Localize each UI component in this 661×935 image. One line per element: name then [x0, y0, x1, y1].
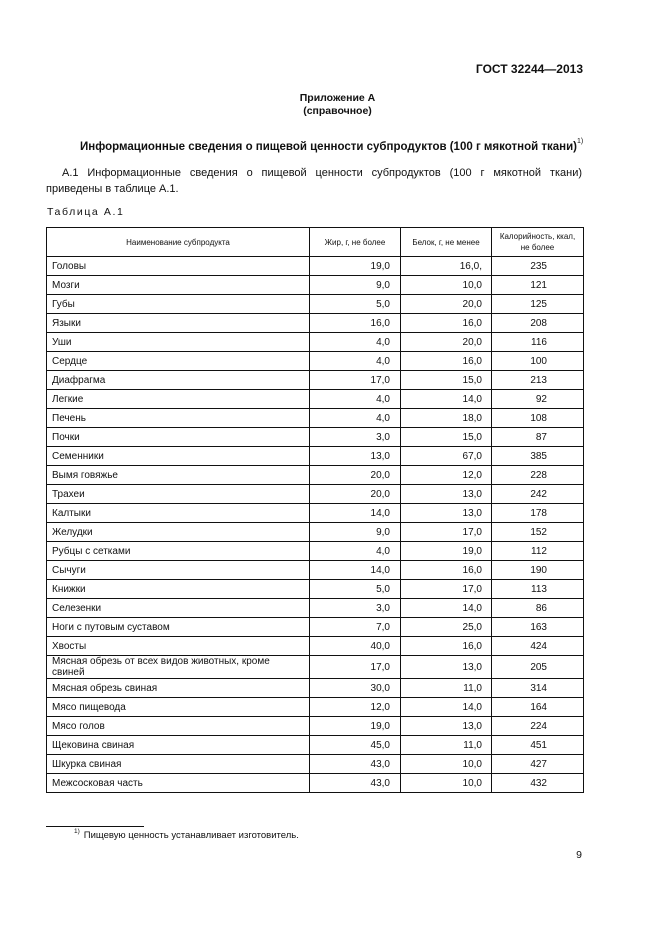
cell-protein: 13,0 — [401, 717, 492, 736]
cell-protein: 10,0 — [401, 276, 492, 295]
cell-calories: 125 — [492, 295, 584, 314]
table-row — [47, 485, 584, 504]
footnote-mark: 1) — [74, 828, 80, 835]
cell-calories: 427 — [492, 755, 584, 774]
cell-protein: 14,0 — [401, 599, 492, 618]
cell-name: Печень — [47, 409, 310, 428]
cell-fat: 45,0 — [310, 736, 401, 755]
cell-protein: 12,0 — [401, 466, 492, 485]
cell-calories: 224 — [492, 717, 584, 736]
cell-protein: 15,0 — [401, 428, 492, 447]
table-row — [47, 656, 584, 679]
cell-name: Головы — [47, 257, 310, 276]
cell-calories: 190 — [492, 561, 584, 580]
cell-calories: 163 — [492, 618, 584, 637]
cell-protein: 17,0 — [401, 523, 492, 542]
cell-protein: 15,0 — [401, 371, 492, 390]
cell-name: Трахеи — [47, 485, 310, 504]
cell-name: Вымя говяжье — [47, 466, 310, 485]
table-row — [47, 561, 584, 580]
cell-name: Сычуги — [47, 561, 310, 580]
cell-calories: 242 — [492, 485, 584, 504]
cell-name: Губы — [47, 295, 310, 314]
cell-fat: 14,0 — [310, 504, 401, 523]
cell-fat: 9,0 — [310, 276, 401, 295]
table-row — [47, 314, 584, 333]
cell-protein: 25,0 — [401, 618, 492, 637]
table-row — [47, 371, 584, 390]
table-row — [47, 352, 584, 371]
footnote — [74, 830, 299, 841]
cell-fat: 4,0 — [310, 409, 401, 428]
cell-fat: 4,0 — [310, 390, 401, 409]
heading-footnote-mark: 1) — [576, 138, 584, 145]
table-row — [47, 736, 584, 755]
cell-protein: 16,0 — [401, 561, 492, 580]
cell-calories: 87 — [492, 428, 584, 447]
cell-calories: 121 — [492, 276, 584, 295]
cell-fat: 5,0 — [310, 295, 401, 314]
cell-calories: 228 — [492, 466, 584, 485]
cell-protein: 16,0 — [401, 314, 492, 333]
cell-fat: 17,0 — [310, 371, 401, 390]
table-row — [47, 295, 584, 314]
cell-protein: 14,0 — [401, 698, 492, 717]
table-row — [47, 698, 584, 717]
table-row — [47, 599, 584, 618]
intro-paragraph: А.1 Информационные сведения о пищевой ценности субпродуктов (100 г мякотной ткани) приведены в таблице А.1. — [46, 167, 582, 195]
section-heading — [80, 138, 600, 153]
table-body — [47, 257, 584, 793]
table-row — [47, 679, 584, 698]
cell-name: Мясо пищевода — [47, 698, 310, 717]
cell-calories: 108 — [492, 409, 584, 428]
header-name: Наименование субпродукта — [47, 228, 310, 257]
cell-protein: 18,0 — [401, 409, 492, 428]
section-heading-text: Информационные сведения о пищевой ценности субпродуктов (100 г мякотной ткани) — [80, 141, 577, 153]
cell-fat: 19,0 — [310, 257, 401, 276]
cell-protein: 13,0 — [401, 656, 492, 679]
table-row — [47, 447, 584, 466]
cell-fat: 14,0 — [310, 561, 401, 580]
cell-name: Калтыки — [47, 504, 310, 523]
cell-name: Хвосты — [47, 637, 310, 656]
table-row — [47, 504, 584, 523]
cell-protein: 17,0 — [401, 580, 492, 599]
cell-name: Мясо голов — [47, 717, 310, 736]
cell-protein: 67,0 — [401, 447, 492, 466]
cell-fat: 40,0 — [310, 637, 401, 656]
cell-fat: 9,0 — [310, 523, 401, 542]
table-row — [47, 409, 584, 428]
cell-fat: 16,0 — [310, 314, 401, 333]
table-row — [47, 276, 584, 295]
cell-name: Легкие — [47, 390, 310, 409]
cell-calories: 100 — [492, 352, 584, 371]
footnote-divider — [46, 826, 144, 827]
cell-name: Мясная обрезь свиная — [47, 679, 310, 698]
cell-fat: 20,0 — [310, 485, 401, 504]
cell-fat: 13,0 — [310, 447, 401, 466]
cell-name: Мясная обрезь от всех видов животных, кроме свиней — [47, 656, 310, 679]
cell-name: Книжки — [47, 580, 310, 599]
footnote-text: Пищевую ценность устанавливает изготовитель. — [83, 830, 299, 841]
cell-name: Почки — [47, 428, 310, 447]
cell-fat: 5,0 — [310, 580, 401, 599]
cell-name: Языки — [47, 314, 310, 333]
cell-fat: 12,0 — [310, 698, 401, 717]
cell-calories: 112 — [492, 542, 584, 561]
cell-calories: 205 — [492, 656, 584, 679]
cell-calories: 213 — [492, 371, 584, 390]
header-protein: Белок, г, не менее — [401, 228, 492, 257]
cell-fat: 20,0 — [310, 466, 401, 485]
cell-protein: 10,0 — [401, 774, 492, 793]
cell-name: Межсосковая часть — [47, 774, 310, 793]
cell-fat: 4,0 — [310, 333, 401, 352]
table-row — [47, 618, 584, 637]
annex-header — [0, 92, 661, 118]
cell-protein: 20,0 — [401, 295, 492, 314]
cell-name: Щековина свиная — [47, 736, 310, 755]
cell-protein: 16,0 — [401, 352, 492, 371]
cell-name: Желудки — [47, 523, 310, 542]
table-row — [47, 774, 584, 793]
table-label: Таблица А.1 — [47, 206, 125, 218]
cell-calories: 92 — [492, 390, 584, 409]
cell-fat: 4,0 — [310, 542, 401, 561]
table-row — [47, 466, 584, 485]
table-row — [47, 580, 584, 599]
annex-title: Приложение А — [299, 92, 376, 104]
cell-calories: 86 — [492, 599, 584, 618]
cell-fat: 19,0 — [310, 717, 401, 736]
table-row — [47, 333, 584, 352]
header-calories: Калорийность, ккал, не более — [492, 228, 584, 257]
cell-name: Ноги с путовым суставом — [47, 618, 310, 637]
cell-name: Селезенки — [47, 599, 310, 618]
cell-fat: 17,0 — [310, 656, 401, 679]
page-number: 9 — [576, 849, 582, 861]
cell-protein: 16,0 — [401, 637, 492, 656]
cell-calories: 113 — [492, 580, 584, 599]
table-row — [47, 542, 584, 561]
cell-name: Сердце — [47, 352, 310, 371]
cell-fat: 3,0 — [310, 428, 401, 447]
cell-calories: 385 — [492, 447, 584, 466]
cell-fat: 7,0 — [310, 618, 401, 637]
standard-number: ГОСТ 32244—2013 — [475, 62, 583, 76]
table-row — [47, 637, 584, 656]
cell-protein: 10,0 — [401, 755, 492, 774]
cell-fat: 30,0 — [310, 679, 401, 698]
cell-protein: 11,0 — [401, 736, 492, 755]
cell-calories: 432 — [492, 774, 584, 793]
cell-calories: 152 — [492, 523, 584, 542]
cell-protein: 16,0, — [401, 257, 492, 276]
cell-name: Уши — [47, 333, 310, 352]
cell-calories: 314 — [492, 679, 584, 698]
cell-protein: 20,0 — [401, 333, 492, 352]
cell-fat: 43,0 — [310, 755, 401, 774]
cell-name: Диафрагма — [47, 371, 310, 390]
table-row — [47, 523, 584, 542]
table-row — [47, 428, 584, 447]
cell-calories: 424 — [492, 637, 584, 656]
table-header-row — [47, 228, 584, 257]
table-row — [47, 257, 584, 276]
cell-fat: 4,0 — [310, 352, 401, 371]
cell-name: Семенники — [47, 447, 310, 466]
annex-subtitle: (справочное) — [303, 105, 372, 117]
cell-calories: 208 — [492, 314, 584, 333]
table-row — [47, 717, 584, 736]
nutrition-table — [46, 227, 584, 793]
cell-calories: 164 — [492, 698, 584, 717]
cell-protein: 19,0 — [401, 542, 492, 561]
cell-name: Шкурка свиная — [47, 755, 310, 774]
header-fat: Жир, г, не более — [310, 228, 401, 257]
cell-name: Мозги — [47, 276, 310, 295]
cell-protein: 13,0 — [401, 485, 492, 504]
cell-calories: 235 — [492, 257, 584, 276]
cell-calories: 451 — [492, 736, 584, 755]
cell-protein: 11,0 — [401, 679, 492, 698]
cell-name: Рубцы с сетками — [47, 542, 310, 561]
cell-fat: 3,0 — [310, 599, 401, 618]
table-row — [47, 390, 584, 409]
cell-protein: 14,0 — [401, 390, 492, 409]
cell-protein: 13,0 — [401, 504, 492, 523]
cell-calories: 116 — [492, 333, 584, 352]
cell-fat: 43,0 — [310, 774, 401, 793]
table-row — [47, 755, 584, 774]
cell-calories: 178 — [492, 504, 584, 523]
